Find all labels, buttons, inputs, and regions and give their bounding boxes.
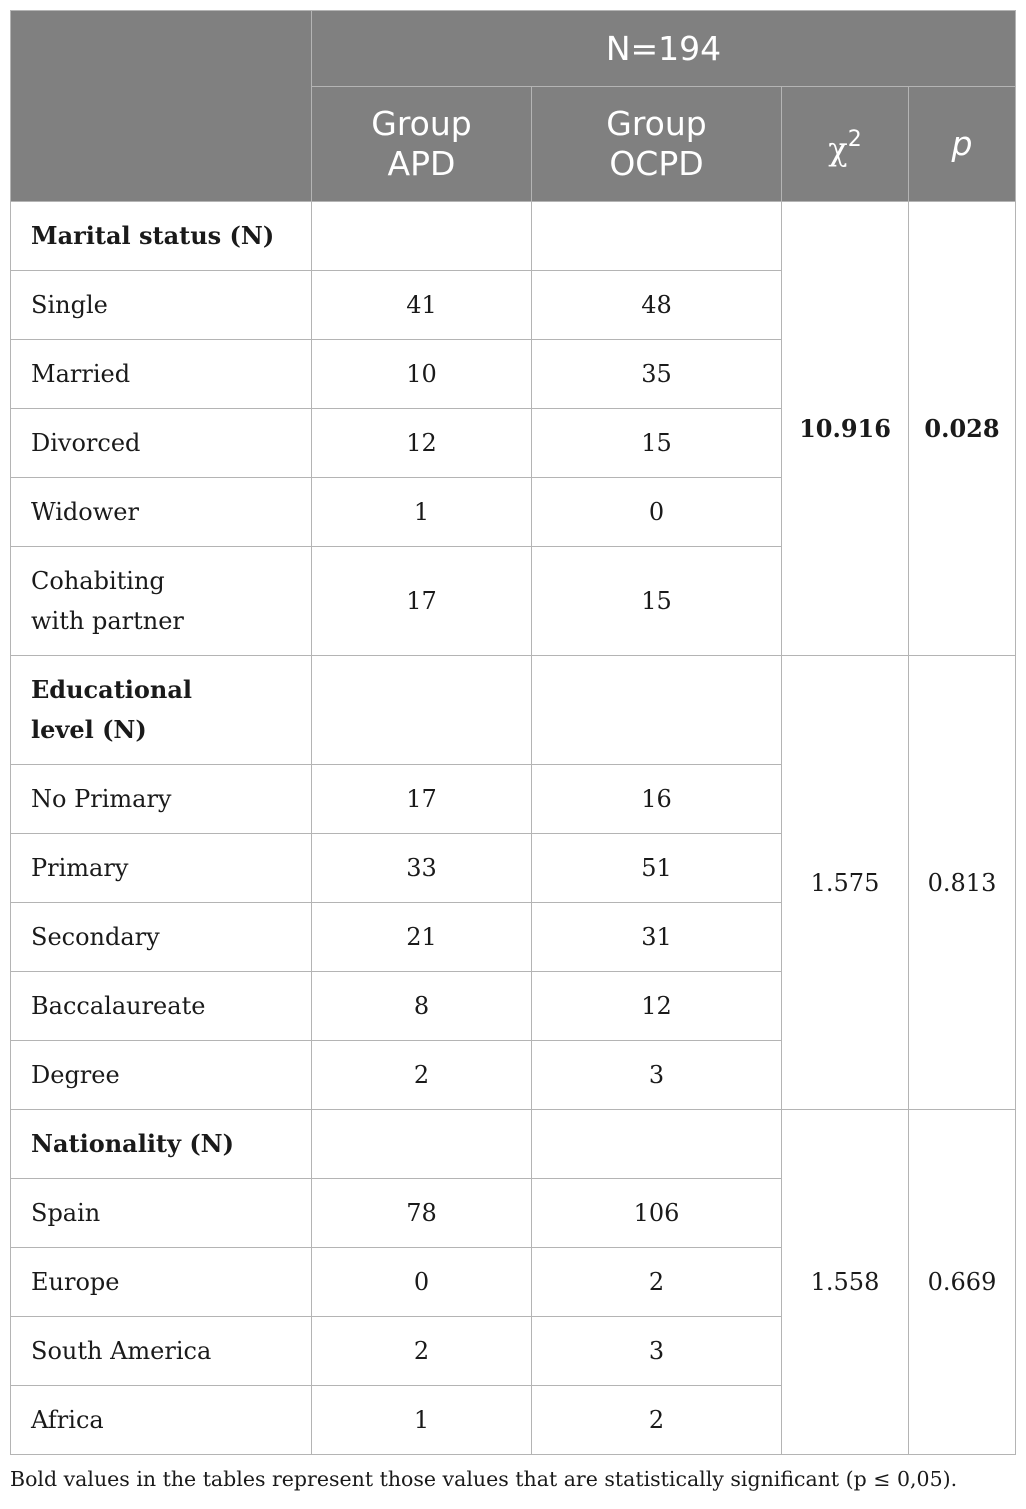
apd-count: 1: [312, 1386, 532, 1455]
p-value: 0.028: [909, 202, 1016, 656]
apd-count: 1: [312, 478, 532, 547]
ocpd-count: 2: [532, 1386, 782, 1455]
sample-size-header: N=194: [312, 11, 1016, 87]
row-label-line: Africa: [31, 1406, 104, 1434]
ocpd-count: 3: [532, 1317, 782, 1386]
p-value: 0.669: [909, 1110, 1016, 1455]
apd-count: 17: [312, 765, 532, 834]
ocpd-count: 35: [532, 340, 782, 409]
row-label: [11, 1317, 312, 1386]
ocpd-count: 15: [532, 547, 782, 656]
section-title: [11, 202, 312, 271]
chi-exponent: 2: [847, 126, 862, 152]
section-title-line: level (N): [31, 715, 147, 744]
ocpd-count: 31: [532, 903, 782, 972]
p-value: 0.813: [909, 656, 1016, 1110]
row-label: [11, 972, 312, 1041]
row-label: [11, 1041, 312, 1110]
p-value-header: [909, 87, 1016, 202]
group-apd-header: [312, 87, 532, 202]
chi-square-value: 1.575: [782, 656, 909, 1110]
group-ocpd-header-line1: Group: [606, 104, 707, 143]
section-header-row: [11, 656, 1016, 765]
ocpd-count: 0: [532, 478, 782, 547]
section-header-row: [11, 1110, 1016, 1179]
group-apd-header-line2: APD: [387, 144, 456, 183]
row-label-line: with partner: [31, 607, 184, 635]
chi-square-header: [782, 87, 909, 202]
section-title-line: Educational: [31, 675, 193, 704]
ocpd-count: 15: [532, 409, 782, 478]
apd-count: 2: [312, 1041, 532, 1110]
section-header-row: [11, 202, 1016, 271]
row-label: [11, 340, 312, 409]
apd-count: 78: [312, 1179, 532, 1248]
chi-square-value: 10.916: [782, 202, 909, 656]
demographics-table: [10, 10, 1016, 1455]
group-apd-header-line1: Group: [371, 104, 472, 143]
row-label: [11, 409, 312, 478]
ocpd-count: 48: [532, 271, 782, 340]
apd-count: 2: [312, 1317, 532, 1386]
row-label-line: South America: [31, 1337, 212, 1365]
table-footnote: Bold values in the tables represent those values that are statistically significant (p ≤ 0,05).: [10, 1467, 958, 1491]
group-ocpd-header-line2: OCPD: [609, 144, 704, 183]
section-title: [11, 1110, 312, 1179]
row-label: [11, 903, 312, 972]
row-label-line: Europe: [31, 1268, 120, 1296]
apd-count: 0: [312, 1248, 532, 1317]
row-label-line: Widower: [31, 498, 139, 526]
row-label-line: Divorced: [31, 429, 141, 457]
table-header: [11, 11, 1016, 202]
chi-square-value: 1.558: [782, 1110, 909, 1455]
header-corner-cell: [11, 11, 312, 202]
ocpd-count: 16: [532, 765, 782, 834]
row-label-line: Cohabiting: [31, 567, 165, 595]
ocpd-count: 3: [532, 1041, 782, 1110]
p-symbol: p: [951, 124, 973, 163]
section-title: [11, 656, 312, 765]
row-label-line: Baccalaureate: [31, 992, 206, 1020]
apd-count: 21: [312, 903, 532, 972]
apd-count: 10: [312, 340, 532, 409]
group-ocpd-header: [532, 87, 782, 202]
table-body: [11, 202, 1016, 1455]
row-label-line: Married: [31, 360, 131, 388]
apd-count: 8: [312, 972, 532, 1041]
empty-ocpd-cell: [532, 202, 782, 271]
apd-count: 17: [312, 547, 532, 656]
row-label-line: Secondary: [31, 923, 160, 951]
empty-ocpd-cell: [532, 656, 782, 765]
section-title-line: Marital status (N): [31, 221, 275, 250]
apd-count: 12: [312, 409, 532, 478]
ocpd-count: 106: [532, 1179, 782, 1248]
apd-count: 41: [312, 271, 532, 340]
ocpd-count: 12: [532, 972, 782, 1041]
row-label: [11, 1386, 312, 1455]
apd-count: 33: [312, 834, 532, 903]
row-label-line: Spain: [31, 1199, 101, 1227]
row-label: [11, 765, 312, 834]
empty-apd-cell: [312, 202, 532, 271]
empty-ocpd-cell: [532, 1110, 782, 1179]
row-label: [11, 547, 312, 656]
chi-symbol: χ: [828, 129, 848, 168]
row-label-line: Single: [31, 291, 108, 319]
row-label-line: Primary: [31, 854, 129, 882]
ocpd-count: 2: [532, 1248, 782, 1317]
section-title-line: Nationality (N): [31, 1129, 234, 1158]
row-label: [11, 271, 312, 340]
row-label: [11, 1248, 312, 1317]
row-label: [11, 1179, 312, 1248]
ocpd-count: 51: [532, 834, 782, 903]
row-label-line: No Primary: [31, 785, 172, 813]
empty-apd-cell: [312, 656, 532, 765]
row-label: [11, 478, 312, 547]
row-label: [11, 834, 312, 903]
row-label-line: Degree: [31, 1061, 120, 1089]
empty-apd-cell: [312, 1110, 532, 1179]
